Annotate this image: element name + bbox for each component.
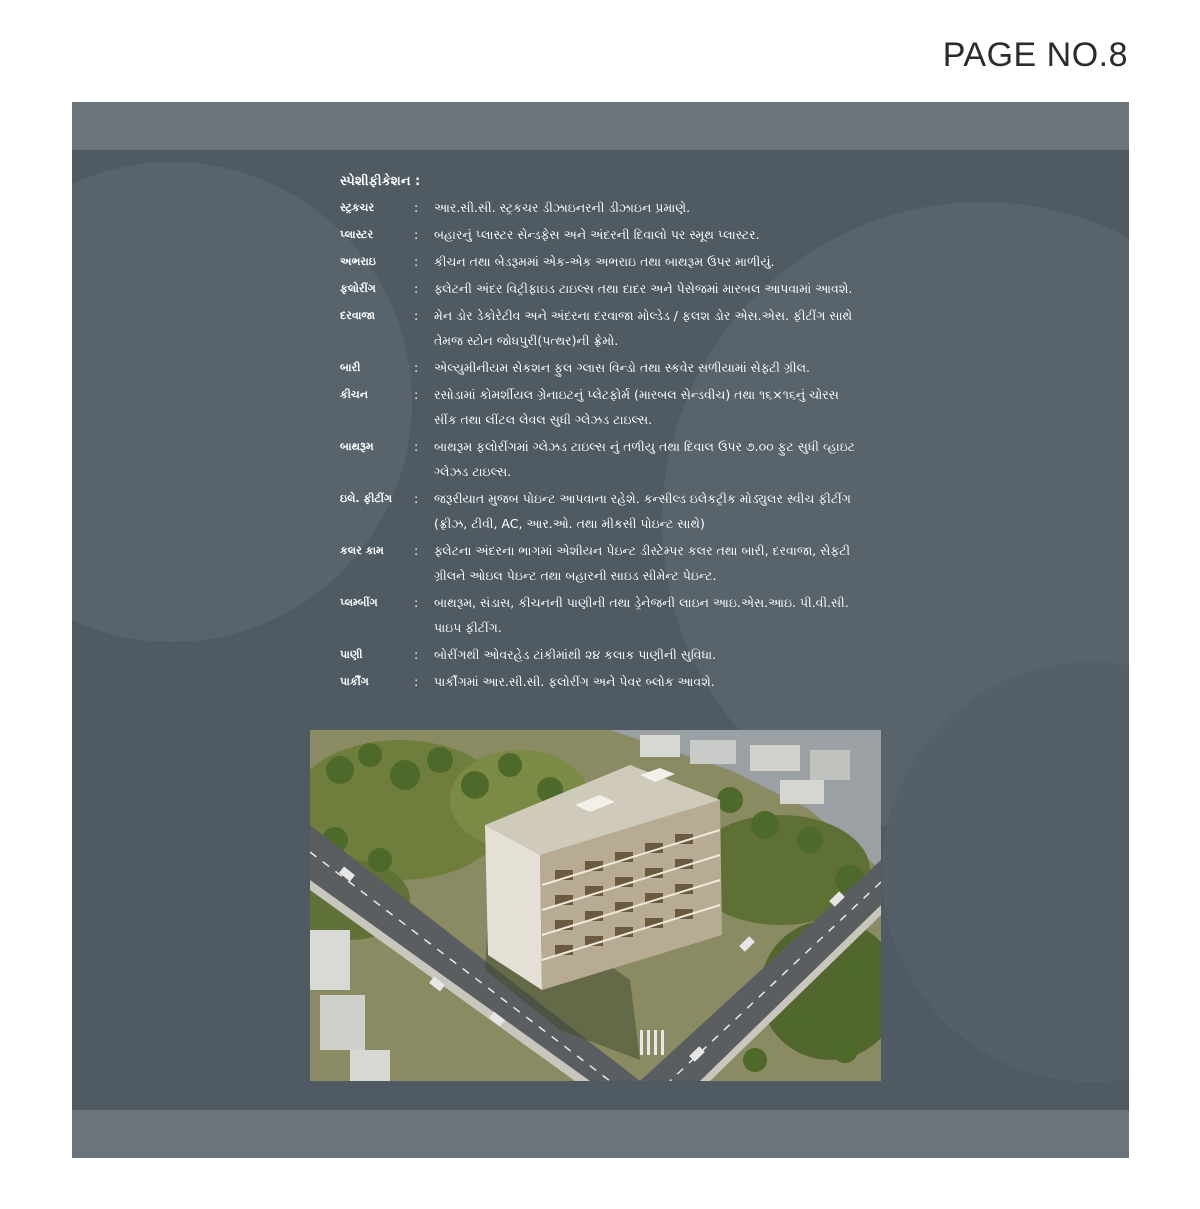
spec-label: પ્લમ્બીંગ [340,596,378,609]
spec-colon: : [414,227,419,242]
spec-value: ફ્લેટના અંદરના ભાગમાં એશીયન પેઇન્ટ ડીસ્ટેમ્પર કલર તથા બારી, દરવાજા, સેફટી ગ્રીલને ઓઇલ પેઇન્ટ તથા બહારની સાઇડ સીમેન્ટ પેઇન્ટ. [434,543,851,583]
building-aerial-render [310,730,881,1081]
spec-value: બાથરૂમ, સંડાસ, કીચનની પાણીની તથા ડ્રેનેજની લાઇન આઇ.એસ.આઇ. પી.વી.સી. પાઇપ ફીટીંગ. [434,595,849,635]
spec-colon: : [414,360,419,375]
spec-label: ઇલે. ફીટીંગ [340,492,392,505]
spec-label: ફલોરીંગ [340,282,376,295]
spec-label: કીચન [340,388,368,401]
spec-label: પ્લાસ્ટર [340,228,374,241]
spec-colon: : [414,281,419,296]
spec-colon: : [414,308,419,323]
top-band [72,102,1129,150]
spec-colon: : [414,491,419,506]
spec-value: રસોડામાં કોમર્શીયલ ગ્રેનાઇટનું પ્લેટફોર્મ (મારબલ સેન્ડવીચ) તથા ૧૬×૧૬નું ચોરસ સીંક તથા લીંટલ લેવલ સુધી ગ્લેઝડ ટાઇલ્સ. [434,387,839,427]
spec-label: બારી [340,361,361,374]
spec-row [340,276,860,301]
spec-colon: : [414,387,419,402]
spec-value: આર.સી.સી. સ્ટ્રકચર ડીઝાઇનરની ડીઝાઇન પ્રમાણે. [434,200,691,215]
spec-label: પાણી [340,648,363,661]
specification-list [340,174,860,696]
spec-row [340,486,860,536]
spec-row [340,195,860,220]
spec-label: સ્ટ્રકચર [340,201,375,214]
spec-row [340,669,860,694]
spec-row [340,303,860,353]
spec-colon: : [414,200,419,215]
spec-value: બહારનું પ્લાસ્ટર સેન્ડફેસ અને અંદરની દિવાલો પર સ્મૂથ પ્લાસ્ટર. [434,227,760,242]
spec-row [340,382,860,432]
spec-row [340,249,860,274]
spec-value: બાથરૂમ ફલોરીંગમાં ગ્લેઝડ ટાઇલ્સ નું તળીયુ તથા દિવાલ ઉપર ૭.૦૦ ફુટ સુધી વ્હાઇટ ગ્લેઝડ ટાઇલ્સ. [434,439,856,479]
spec-row [340,355,860,380]
spec-label: દરવાજા [340,309,375,322]
spec-label: કલર કામ [340,544,384,557]
spec-row [340,590,860,640]
spec-value: જરૂરીયાત મુજબ પોઇન્ટ આપવાના રહેશે. કન્સીલ્ડ ઇલેકટ્રીક મોડ્યુલર સ્વીચ ફીટીંગ (ફ્રીઝ, ટીવી, AC, આર.ઓ. તથા મીકસી પોઇન્ટ સાથે) [434,491,851,531]
spec-label: અભરાઇ [340,255,376,268]
spec-row [340,222,860,247]
spec-label: બાથરૂમ [340,440,374,453]
spec-colon: : [414,595,419,610]
spec-value: પાર્કીંગમાં આર.સી.સી. ફલોરીંગ અને પેવર બ્લોક આવશે. [434,674,715,689]
spec-colon: : [414,647,419,662]
spec-row [340,642,860,667]
spec-colon: : [414,254,419,269]
bottom-band [72,1110,1129,1158]
page-number: PAGE NO.8 [942,36,1128,74]
spec-value: એલ્યુમીનીયમ સેકશન ફુલ ગ્લાસ વિન્ડો તથા સ્કવેર સળીયામાં સેફ્ટી ગ્રીલ. [434,360,811,375]
spec-value: મેન ડોર ડેકોરેટીવ અને અંદરના દરવાજા મોલ્ડેડ / ફલશ ડોર એસ.એસ. ફીટીંગ સાથે તેમજ સ્ટોન જોધપુરી(પત્થર)ની ફ્રેમો. [434,308,853,348]
content-panel [72,102,1129,1158]
spec-label: પાર્કીંગ [340,675,369,688]
spec-row [340,434,860,484]
spec-value: ફ્લેટની અંદર વિટ્રીફાઇડ ટાઇલ્સ તથા દાદર અને પેસેજમાં મારબલ આપવામાં આવશે. [434,281,853,296]
spec-row [340,538,860,588]
spec-value: કીચન તથા બેડરૂમમાં એક-એક અભરાઇ તથા બાથરૂમ ઉપર માળીયું. [434,254,775,269]
spec-title: સ્પેશીફીકેશન : [340,174,421,189]
spec-colon: : [414,674,419,689]
spec-colon: : [414,543,419,558]
spec-value: બોરીંગથી ઓવરહેડ ટાંકીમાંથી ૨૪ કલાક પાણીની સુવિધા. [434,647,717,662]
spec-colon: : [414,439,419,454]
